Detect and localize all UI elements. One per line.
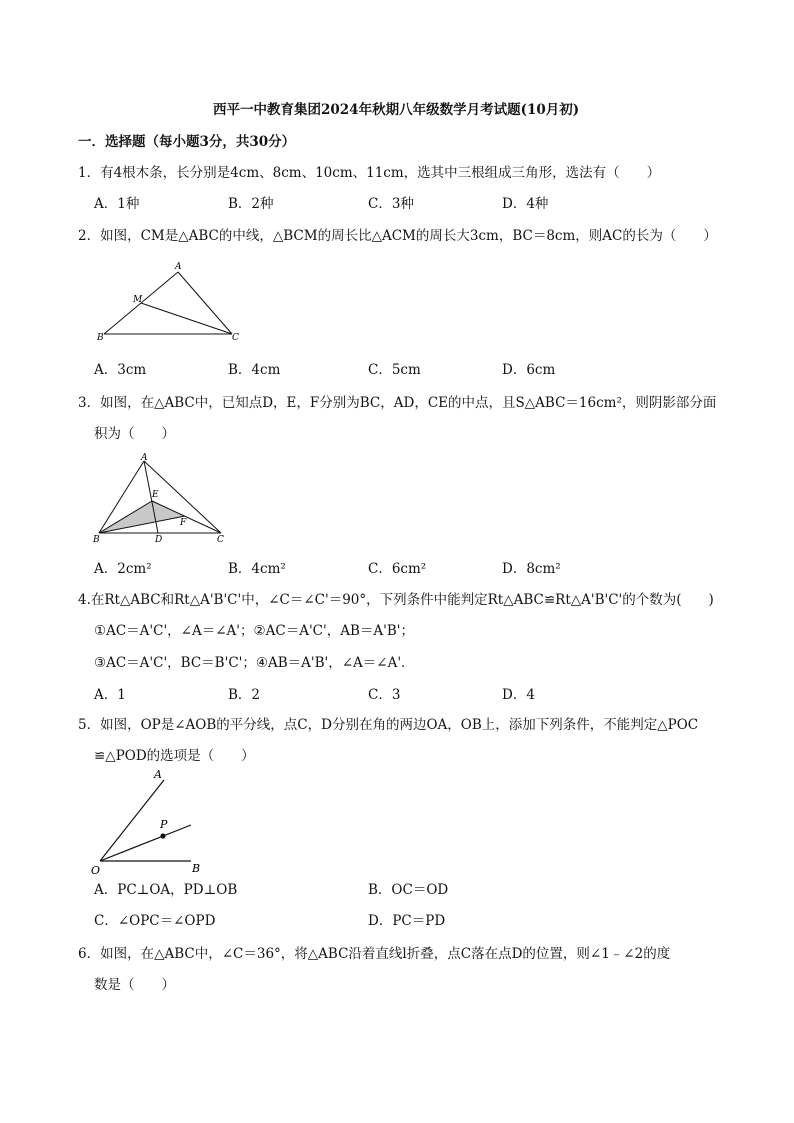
q3-stem-line1: 3．如图，在△ABC中，已知点D，E，F分别为BC，AD，CE的中点，且S△ABC＝16cm²，则阴影部分面	[78, 395, 717, 411]
q3-label-d: D	[155, 535, 163, 544]
q5-stem-line1: 5．如图，OP是∠AOB的平分线，点C，D分别在角的两边OA，OB上，添加下列条件，不能判定△POC	[78, 717, 699, 733]
q5-label-o: O	[91, 864, 101, 877]
q5-label-a: A	[154, 768, 162, 781]
q2-label-a: A	[175, 262, 182, 272]
q1-option-a[interactable]: A．1种	[94, 196, 140, 212]
q3-shaded-region	[99, 501, 185, 533]
q5-stem-line2: ≌△POD的选项是（ ）	[94, 748, 255, 764]
q5-label-b: B	[192, 862, 201, 875]
q5-point-p	[160, 833, 165, 838]
q3-triangle-diagram	[90, 452, 235, 544]
q1-option-c[interactable]: C．3种	[368, 196, 414, 212]
section-heading: 一．选择题（每小题3分，共30分）	[78, 134, 296, 150]
q4-conditions-line1: ①AC＝A'C'，∠A＝∠A'；②AC＝A'C'，AB＝A'B'；	[94, 623, 414, 639]
q1-stem: 1．有4根木条，长分别是4cm、8cm、10cm、11cm，选其中三根组成三角形，选法有（ ）	[78, 165, 661, 181]
q2-option-c[interactable]: C．5cm	[368, 362, 421, 378]
q2-triangle-diagram	[92, 260, 252, 345]
q5-label-p: P	[160, 818, 168, 831]
q2-stem: 2．如图，CM是△ABC的中线，△BCM的周长比△ACM的周长大3cm，BC＝8cm，则AC的长为（ ）	[78, 228, 717, 244]
q6-stem-line2: 数是（ ）	[94, 977, 175, 993]
q4-stem: 4.在Rt△ABC和Rt△A'B'C'中，∠C＝∠C'＝90°，下列条件中能判定Rt△ABC≌Rt△A'B'C'的个数为( )	[78, 592, 714, 608]
q2-option-d[interactable]: D．6cm	[502, 362, 556, 378]
q2-option-a[interactable]: A．3cm	[94, 362, 147, 378]
q4-option-d[interactable]: D．4	[502, 687, 535, 703]
q3-label-e: E	[152, 490, 159, 500]
q2-label-b: B	[97, 333, 104, 343]
q3-option-d[interactable]: D．8cm²	[502, 561, 561, 577]
exam-title: 西平一中教育集团2024年秋期八年级数学月考试题(10月初)	[213, 102, 580, 118]
q5-option-c[interactable]: C．∠OPC＝∠OPD	[94, 913, 216, 929]
q4-option-a[interactable]: A．1	[94, 687, 126, 703]
q2-label-m: M	[133, 295, 143, 305]
q3-option-c[interactable]: C．6cm²	[368, 561, 427, 577]
q2-label-c: C	[232, 333, 239, 343]
q3-label-a: A	[141, 453, 148, 463]
q3-option-b[interactable]: B．4cm²	[228, 561, 286, 577]
q5-option-a[interactable]: A．PC⊥OA，PD⊥OB	[94, 882, 238, 898]
q3-label-f: F	[180, 518, 187, 528]
q5-angle-diagram	[88, 766, 218, 878]
q1-option-d[interactable]: D．4种	[502, 196, 549, 212]
q6-stem-line1: 6．如图，在△ABC中，∠C＝36°，将△ABC沿着直线l折叠，点C落在点D的位置，则∠1﹣∠2的度	[78, 946, 671, 962]
q5-option-d[interactable]: D．PC＝PD	[368, 913, 446, 929]
q3-label-b: B	[93, 535, 100, 544]
q4-conditions-line2: ③AC＝A'C'，BC＝B'C'；④AB＝A'B'，∠A＝∠A'．	[94, 655, 415, 671]
q3-label-c: C	[217, 535, 224, 544]
q3-stem-line2: 积为（ ）	[94, 426, 175, 442]
q4-option-b[interactable]: B．2	[228, 687, 261, 703]
q3-option-a[interactable]: A．2cm²	[94, 561, 152, 577]
q1-option-b[interactable]: B．2种	[228, 196, 274, 212]
q5-option-b[interactable]: B．OC＝OD	[368, 882, 449, 898]
q2-option-b[interactable]: B．4cm	[228, 362, 281, 378]
q4-option-c[interactable]: C．3	[368, 687, 401, 703]
